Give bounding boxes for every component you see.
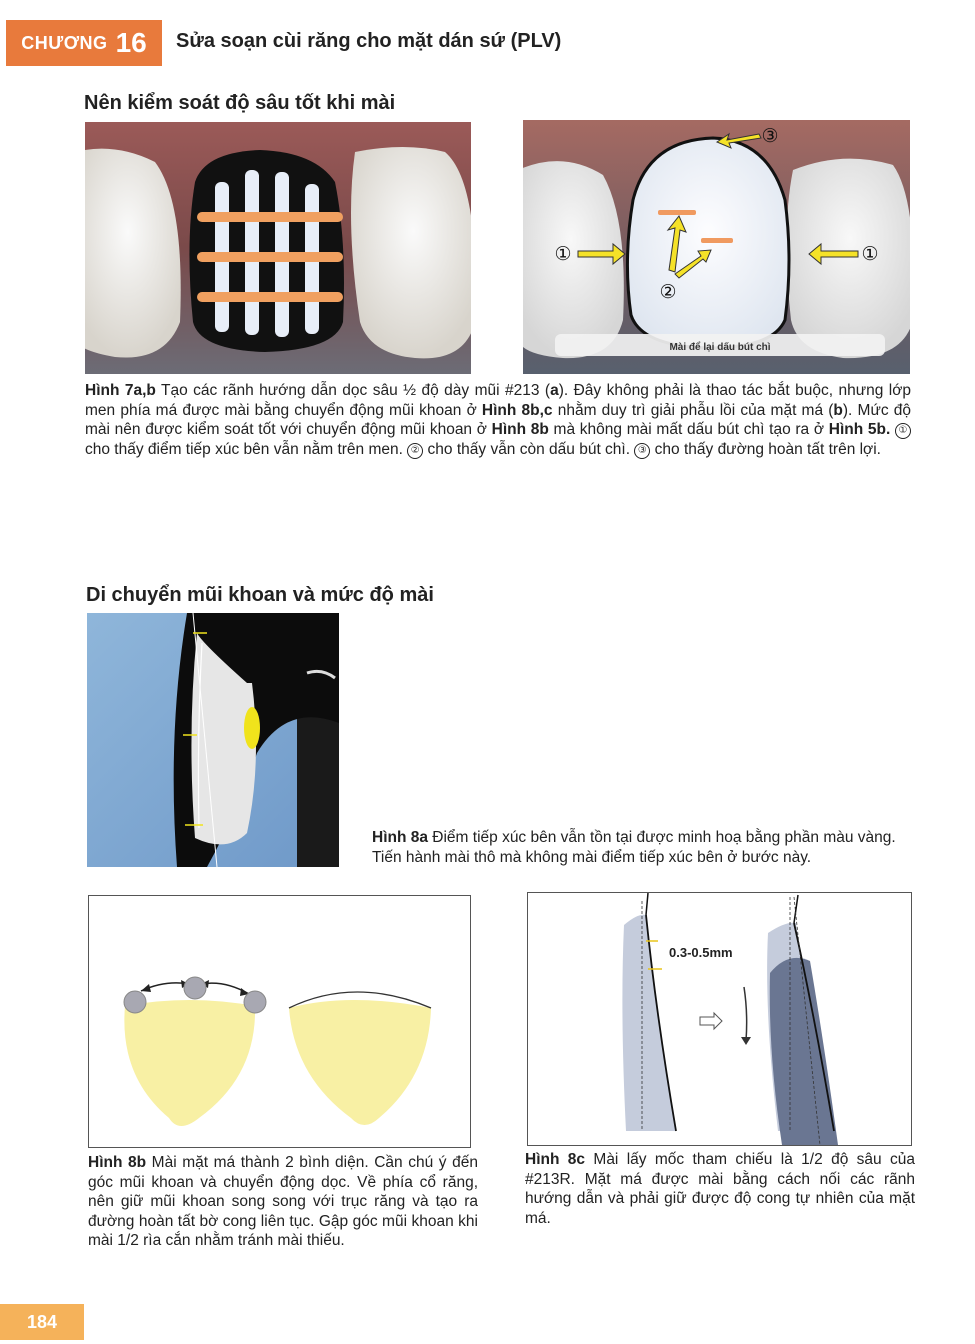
chapter-title: Sửa soạn cùi răng cho mặt dán sứ (PLV)	[176, 30, 562, 52]
chapter-label: CHƯƠNG	[21, 32, 108, 53]
marker-1-left: ①	[554, 243, 572, 265]
depth-label: 0.3-0.5mm	[669, 945, 733, 960]
figure-8a-caption: Hình 8a Điểm tiếp xúc bên vẫn tồn tại được minh hoạ bằng phần màu vàng. Tiến hành mài thô mà không mài điểm tiếp xúc bên ở bước này.	[372, 829, 896, 866]
figure-8b-diagram	[88, 895, 471, 1148]
figure-7-caption: Hình 7a,b Tạo các rãnh hướng dẫn dọc sâu ½ độ dày mũi #213 (a). Đây không phải là thao tác bắt buộc, nhưng lớp men phía má được mài bằng chuyển động mũi khoan ở Hình 8b,c nhằm duy trì giải phẫu lồi của mặt má (b). Mức độ mài nên được kiểm soát tốt với chuyển động mũi khoan ở Hình 8b mà không mài mất dấu bút chì tạo ra ở Hình 5b. ① cho thấy điểm tiếp xúc bên vẫn nằm trên men. ② cho thấy vẫn còn dấu bút chì. ③ cho thấy đường hoàn tất trên lợi.	[85, 382, 912, 458]
figure-8c-caption: Hình 8c Mài lấy mốc tham chiếu là 1/2 độ sâu của #213R. Mặt má được mài bằng cách nối các rãnh hướng dẫn và phải giữ được độ cong tự nhiên của mặt má.	[525, 1151, 916, 1227]
section1-title: Nên kiểm soát độ sâu tốt khi mài	[84, 92, 396, 114]
marker-3: ③	[761, 125, 779, 147]
marker-1-right: ①	[861, 243, 879, 265]
photo-7b-label: Mài để lại dấu bút chì	[669, 342, 771, 353]
figure-8a-photo	[87, 613, 339, 867]
chapter-badge	[6, 20, 162, 66]
page-number: 184	[0, 1304, 84, 1340]
figure-7a-photo	[85, 122, 471, 374]
marker-2: ②	[659, 281, 677, 303]
chapter-number: 16	[115, 27, 147, 58]
section2-title: Di chuyển mũi khoan và mức độ mài	[86, 584, 434, 606]
figure-8b-caption: Hình 8b Mài mặt má thành 2 bình diện. Cần chú ý đến góc mũi khoan và chuyển động dọc. Về phía cổ răng, nên giữ mũi khoan song song với trục răng và tạo ra đường hoàn tất bờ cong liên tục. Gập góc mũi khoan khi mài 1/2 rìa cắn nhằm tránh mài thiếu.	[88, 1154, 478, 1249]
figure-8c-diagram	[527, 892, 912, 1146]
figure-7b-photo	[523, 120, 910, 374]
